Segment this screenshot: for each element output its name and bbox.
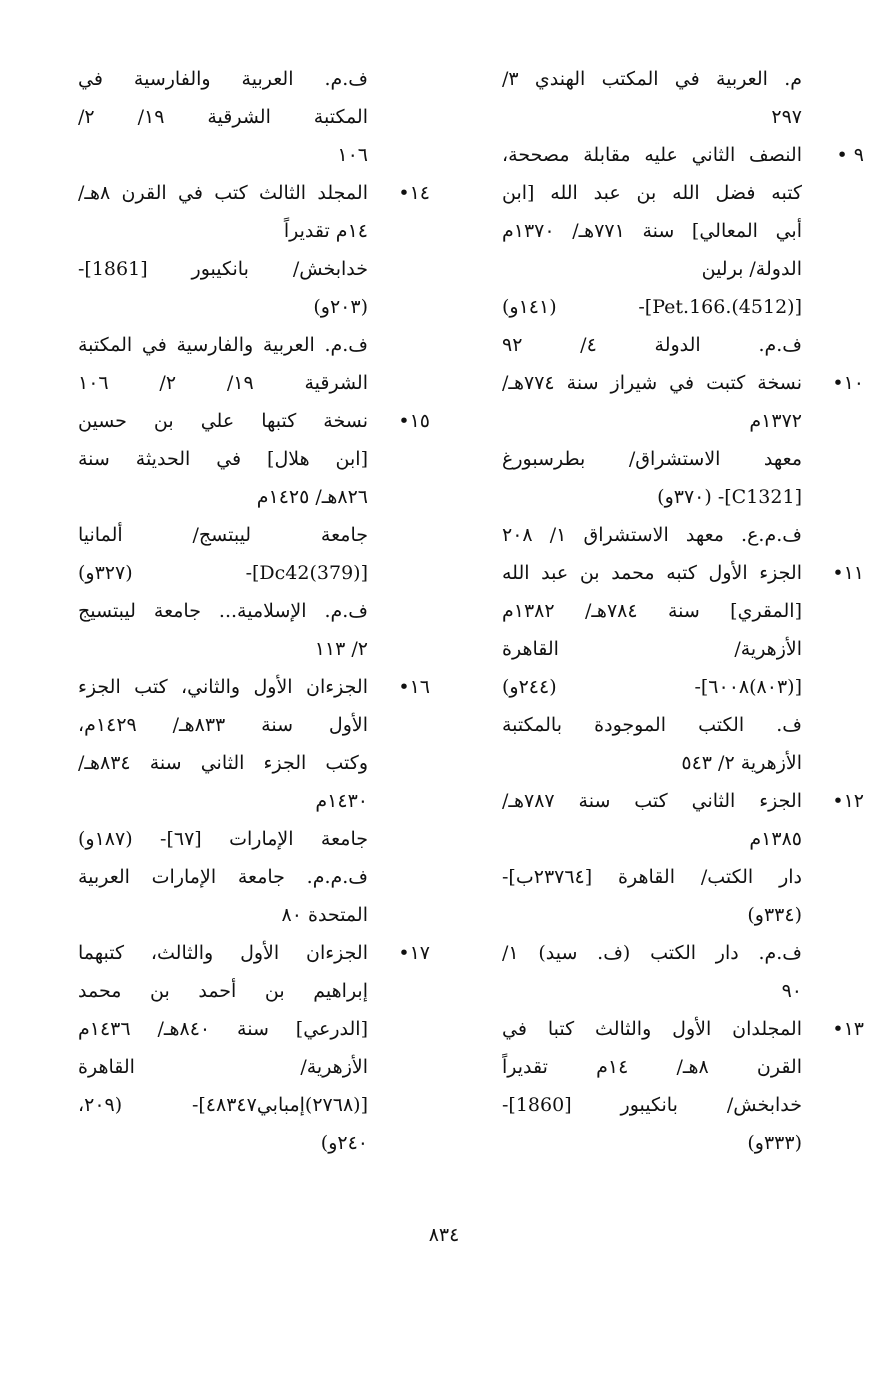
- entry-line: نسخة كتبت في شيراز سنة ٧٧٤هـ/: [502, 372, 802, 394]
- entry-line: [المقري] سنة ٧٨٤هـ/ ١٣٨٢م: [502, 600, 802, 622]
- entry-number: ١٧•: [398, 942, 430, 964]
- entry-line: ١٣٧٢م: [749, 410, 802, 432]
- entry-line: ١٤م تقديراً: [283, 220, 368, 242]
- catalog-entry: [502, 60, 802, 136]
- entry-line: (٣٣٤و): [747, 904, 802, 926]
- entry-line: خدابخش/ بانكيبور [1861]-: [78, 258, 368, 280]
- entry-line: ١٠٦: [337, 144, 368, 166]
- left-column: [78, 60, 430, 1162]
- catalog-entry: [502, 1010, 864, 1162]
- entry-line: الأزهرية/ القاهرة: [78, 1056, 368, 1078]
- entry-line: [Pet.166.(4512)]- (١٤١و): [502, 296, 802, 318]
- entry-number: ٩ •: [836, 144, 864, 166]
- entry-line: وكتب الجزء الثاني سنة ٨٣٤هـ/: [78, 752, 368, 774]
- entry-number: ١٦•: [398, 676, 430, 698]
- entry-line: المتحدة ٨٠: [281, 904, 368, 926]
- page-number: ٨٣٤: [428, 1224, 460, 1246]
- catalog-entry: [78, 934, 430, 1162]
- entry-line: ف.م. دار الكتب (ف. سيد) ١/: [502, 942, 802, 964]
- entry-line: ف.م. العربية والفارسية في: [78, 68, 368, 90]
- entry-number: ١٤•: [398, 182, 430, 204]
- entry-line: ٨٢٦هـ/ ١٤٢٥م: [256, 486, 368, 508]
- catalog-entry: [78, 668, 430, 934]
- entry-line: ف.م.م. جامعة الإمارات العربية: [78, 866, 368, 888]
- catalog-entry: [78, 60, 368, 174]
- entry-line: إبراهيم بن أحمد بن محمد: [78, 980, 368, 1002]
- entry-line: الجزءان الأول والثاني، كتب الجزء: [78, 676, 368, 698]
- entry-number: ١٢•: [832, 790, 864, 812]
- entry-line: جامعة ليبتسج/ ألمانيا: [78, 524, 368, 546]
- entry-line: [ابن هلال] في الحديثة سنة: [78, 448, 368, 470]
- entry-line: دار الكتب/ القاهرة [٢٣٧٦٤ب]-: [502, 866, 802, 888]
- entry-line: [(٢٧٦٨)إمبابي٤٨٣٤٧]- (٢٠٩،: [78, 1094, 368, 1116]
- entry-line: المكتبة الشرقية ١٩/ ٢/: [78, 106, 368, 128]
- entry-line: ١٤٣٠م: [315, 790, 368, 812]
- entry-line: النصف الثاني عليه مقابلة مصححة،: [502, 144, 802, 166]
- catalog-entry: [78, 402, 430, 668]
- entry-line: ٢/ ١١٣: [314, 638, 368, 660]
- catalog-entry: [78, 174, 430, 402]
- catalog-entry: [502, 554, 864, 782]
- entry-line: المجلدان الأول والثالث كتبا في: [502, 1018, 802, 1040]
- entry-line: نسخة كتبها علي بن حسين: [78, 410, 368, 432]
- entry-line: المجلد الثالث كتب في القرن ٨هـ/: [78, 182, 368, 204]
- entry-line: خدابخش/ بانكيبور [1860]-: [502, 1094, 802, 1116]
- entry-line: الأزهرية/ القاهرة: [502, 638, 802, 660]
- entry-line: ف. الكتب الموجودة بالمكتبة: [502, 714, 802, 736]
- entry-line: (٣٣٣و): [747, 1132, 802, 1154]
- entry-line: الدولة/ برلين: [701, 258, 802, 280]
- entry-line: أبي المعالي] سنة ٧٧١هـ/ ١٣٧٠م: [502, 220, 802, 242]
- entry-line: الشرقية ١٩/ ٢/ ١٠٦: [78, 372, 368, 394]
- entry-line: م. العربية في المكتب الهندي ٣/: [502, 68, 802, 90]
- entry-line: القرن ٨هـ/ ١٤م تقديراً: [502, 1056, 802, 1078]
- catalog-entry: [502, 782, 864, 1010]
- entry-line: ف.م. العربية والفارسية في المكتبة: [78, 334, 368, 356]
- entry-line: الجزءان الأول والثالث، كتبهما: [78, 942, 368, 964]
- entry-line: الجزء الأول كتبه محمد بن عبد الله: [502, 562, 802, 584]
- entry-line: ف.م. الإسلامية... جامعة ليبتسيج: [78, 600, 368, 622]
- catalog-entry: [502, 136, 864, 364]
- entry-line: ٢٩٧: [771, 106, 802, 128]
- entry-line: [C1321]- (٣٧٠و): [657, 486, 802, 508]
- entry-line: ١٣٨٥م: [749, 828, 802, 850]
- entry-number: ١٣•: [832, 1018, 864, 1040]
- entry-line: [(٨٠٣)٦٠٠٨]- (٢٤٤و): [502, 676, 802, 698]
- entry-number: ١١•: [832, 562, 864, 584]
- entry-line: ٩٠: [781, 980, 802, 1002]
- entry-line: [الدرعي] سنة ٨٤٠هـ/ ١٤٣٦م: [78, 1018, 368, 1040]
- entry-number: ١٥•: [398, 410, 430, 432]
- entry-line: [Dc42(379)]- (٣٢٧و): [78, 562, 368, 584]
- entry-line: معهد الاستشراق/ بطرسبورغ: [502, 448, 802, 470]
- entry-line: الأول سنة ٨٣٣هـ/ ١٤٢٩م،: [78, 714, 368, 736]
- entry-line: الجزء الثاني كتب سنة ٧٨٧هـ/: [502, 790, 802, 812]
- entry-number: ١٠•: [832, 372, 864, 394]
- entry-line: كتبه فضل الله بن عبد الله [ابن: [502, 182, 802, 204]
- entry-line: ف.م. الدولة ٤/ ٩٢: [502, 334, 802, 356]
- entry-line: (٢٠٣و): [313, 296, 368, 318]
- entry-line: جامعة الإمارات [٦٧]- (١٨٧و): [78, 828, 368, 850]
- right-column: [502, 60, 864, 1162]
- entry-line: الأزهرية ٢/ ٥٤٣: [681, 752, 802, 774]
- entry-line: ٢٤٠و): [320, 1132, 368, 1154]
- entry-line: ف.م.ع. معهد الاستشراق ١/ ٢٠٨: [502, 524, 802, 546]
- catalog-entry: [502, 364, 864, 554]
